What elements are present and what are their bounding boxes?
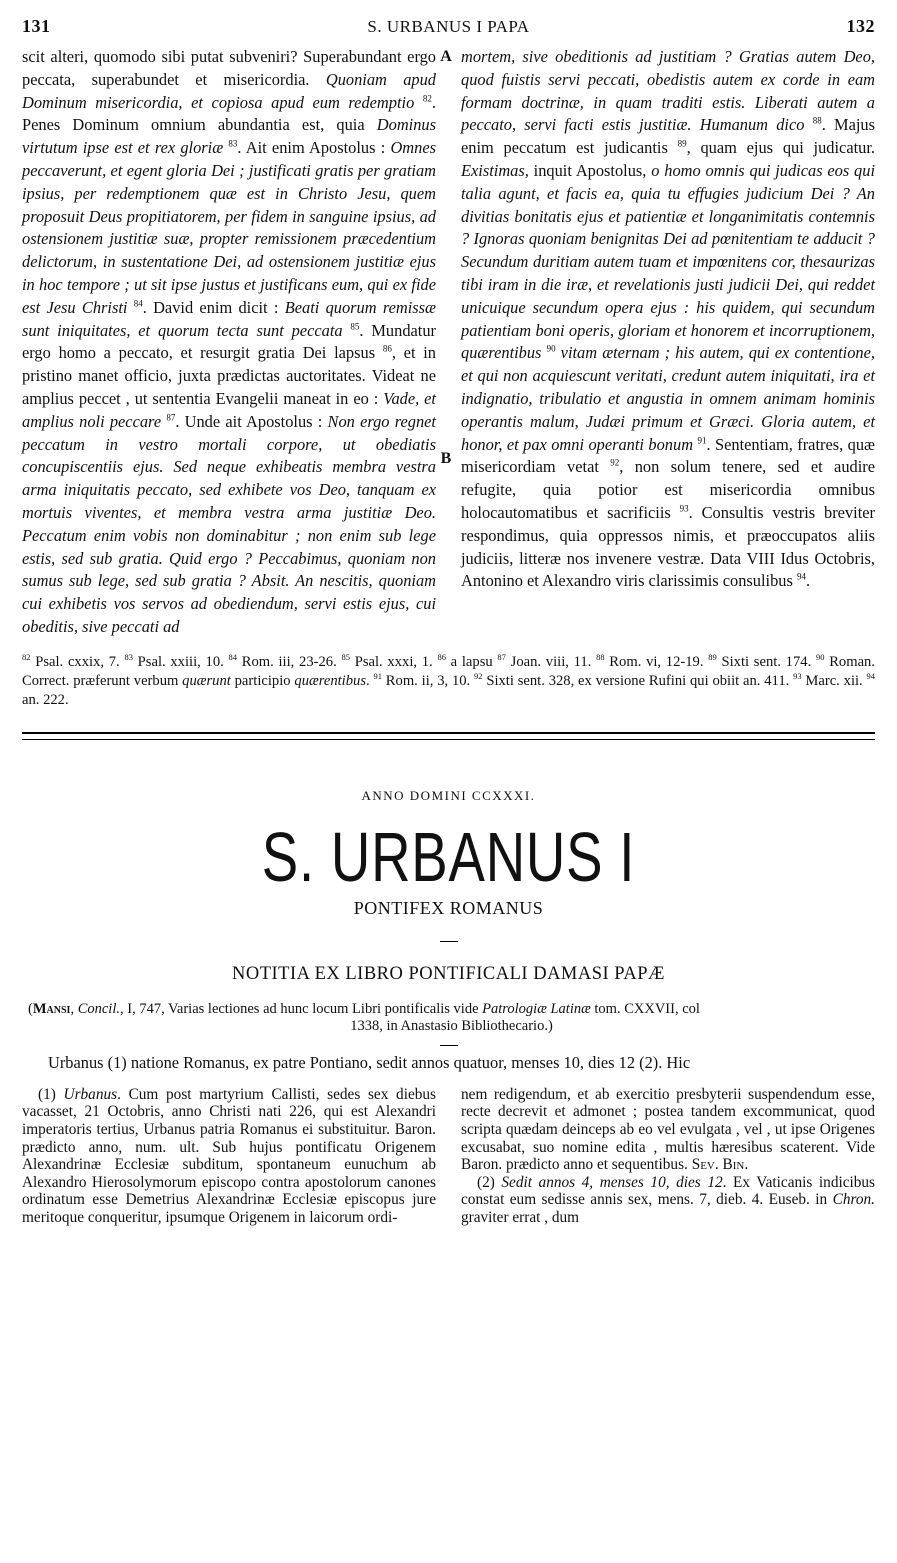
note-2-text: (2) Sedit annos 4, menses 10, dies 12. Ex Vaticanis indicibus constat eum sedisse annis sex, mens. 7, dieb. 4. Euseb. in Chron. graviter errat , dum (461, 1173, 876, 1226)
page-number-right: 132 (846, 16, 875, 36)
pope-title: S. URBANUS I (261, 817, 636, 896)
margin-marker-b: B (440, 450, 452, 467)
right-column-text: mortem, sive obeditionis ad justitiam ? Gratias autem Deo, quod fuistis servi peccati, obedistis autem ex corde in eam formam doctrinæ, in quam traditi estis. Liberati autem a peccato, servi facti estis justitiæ. Humanum dico $^{88}$. Majus enim peccatum est judicantis $^{89}$, quam ejus qui judicatur. Existimas, inquit Apostolus, o homo omnis qui judicas eos qui talia agunt, et facis ea, quia tu effugies judicium Dei ? An divitias bonitatis ejus et patientiæ et longanimitatis contemnis ? Ignoras quoniam benignitas Dei ad pœnitentiam te adducit ? Secundum duritiam autem tuam et impœnitens cor, thesaurizas tibi iram in die iræ, et revelationis justi judicii Dei, qui reddet unicuique secundum opera ejus : his quidem, qui secundum patientiam boni operis, gloriam et honorem et incorruptionem, quærentibus $^{90}$ vitam æternam ; his autem, qui ex contentione, et qui non acquiescunt veritati, credunt autem iniquitati, ira et indignatio, tribulatio et angustia in omnem animam hominis operantis malum, Judæi primum et Græci. Gloria autem, et honor, et pax omni operanti bonum $^{91}$. Sententiam, fratres, quæ misericordiam vetat $^{92}$, non solum tenere, sed et audire refugite, quia potior est misericordia omnibus holocautomatibus et sacrificiis $^{93}$. Consultis vestris breviter respondimus, quia oppressos nimis, et præoccupatos aliis judiciis, litteræ nos invenere vestræ. Data VIII Idus Octobris, Antonino et Alexandro viris clarissimis consulibus $^{94}$. (461, 47, 876, 591)
running-header (22, 16, 875, 42)
note-1-text: (1) Urbanus. Cum post martyrium Callisti, sedes sex diebus vacasset, 21 Octobris, anno Christi nati 226, qui est Alexandri imperatoris tertius, Urbanus patria Romanus ei substituitur. Baron. prædicto anno, num. ult. Sub hujus pontificatu Origenem Alexandrinæ Ecclesiæ subditum, spontaneum eunuchum ab Alexandro Hierosolymorum episcopo contra apostolorum canones ordinatum esse Demetrius Alexandrinæ Ecclesiæ episcopus jure meritoque conqueritur, ipsumque Origenem in laicorum ordi- (22, 1085, 436, 1226)
section-divider-rule (22, 732, 875, 740)
notes-left-column (22, 1086, 436, 1227)
note-1-continuation: nem redigendum, et ab exercitio presbyterii suspendendum esse, recte decrevit et admonet ; postea tandem excommunicat, quod scripta quædam deinceps ab eo vel evulgata , vel , ut ipse Origenes excusabat, suo nomine edita , multis hæresibus scaterent. Vide Baron. prædicto anno et sequentibus. Sev. Bin. (461, 1085, 875, 1174)
short-divider (440, 941, 458, 942)
anno-heading: ANNO DOMINI CCXXXI. (361, 787, 536, 803)
running-title: S. URBANUS I PAPA (367, 17, 530, 36)
opening-line: Urbanus (1) natione Romanus, ex patre Pontiano, sedit annos quatuor, menses 10, dies 12 (2). Hic (48, 1052, 691, 1072)
pope-subtitle: PONTIFEX ROMANUS (353, 897, 544, 918)
footnotes: $^{82}$ Psal. cxxix, 7. $^{83}$ Psal. xxiii, 10. $^{84}$ Rom. iii, 23-26. $^{85}$ Psal. xxxi, 1. $^{86}$ a lapsu $^{87}$ Joan. viii, 11. $^{88}$ Rom. vi, 12-19. $^{89}$ Sixti sent. 174. $^{90}$ Roman. Correct. præferunt verbum quærunt participio quærentibus. $^{91}$ Rom. ii, 3, 10. $^{92}$ Sixti sent. 328, ex versione Rufini qui obiit an. 411. $^{93}$ Marc. xii. $^{94}$ an. 222. (22, 651, 876, 708)
margin-marker-a: A (440, 48, 452, 65)
notes-columns (22, 1086, 875, 1227)
page-number-left: 131 (22, 16, 51, 36)
left-column-text: scit alteri, quomodo sibi putat subveniri? Superabundant ergo peccata, superabundet et misericordia. Quoniam apud Dominum misericordia, et copiosa apud eum redemptio $^{82}$. Penes Dominum omnium abundantia est, quia Dominus virtutum ipse est et rex gloriæ $^{83}$. Ait enim Apostolus : Omnes peccaverunt, et egent gloria Dei ; justificati gratis per gratiam ipsius, per redemptionem quæ est in Christo Jesu, quem proposuit Deus propitiatorem, per fidem in sanguine ipsius, ad ostensionem justitiæ suæ, propter remissionem præcedentium delictorum, in sustentatione Dei, ad ostensionem justitiæ ejus in hoc tempore ; ut sit ipse justus et justificans eum, qui ex fide est Jesu Christi $^{84}$. David enim dicit : Beati quorum remissæ sunt iniquitates, et quorum tecta sunt peccata $^{85}$. Mundatur ergo homo a peccato, et resurgit gratia Dei lapsus $^{86}$, et in pristino manet officio, juxta prædictas auctoritates. Videat ne amplius peccet , ut sententia Evangelii maneat in eo : Vade, et amplius noli peccare $^{87}$. Unde ait Apostolus : Non ergo regnet peccatum in vestro mortali corpore, ut obediatis concupiscentiis ejus. Sed neque exhibeatis membra vestra arma iniquitatis peccato, sed exhibete vos Deo, tanquam ex mortuis viventes, et membra vestra arma justitiæ Deo. Peccatum enim vobis non dominabitur ; non enim sub lege estis, sed sub gratia. Quid ergo ? Peccabimus, quoniam non sumus sub lege, sed sub gratia ? Absit. An nescitis, quoniam cui exhibetis vos servos ad obediendum, servi estis ejus, cui obeditis, sive peccati ad (22, 47, 437, 636)
source-reference: (Mansi, Concil., I, 747, Varias lectiones ad hunc locum Libri pontificalis vide Patrologiæ Latinæ tom. CXXVII, col 1338, in Anastasio Bibliothecario.) (28, 1000, 700, 1034)
notitia-heading: NOTITIA EX LIBRO PONTIFICALI DAMASI PAPÆ (231, 963, 666, 984)
short-divider-2 (440, 1045, 458, 1046)
notes-right-column (461, 1086, 875, 1227)
left-text-column (22, 46, 436, 639)
right-text-column (461, 46, 875, 639)
letter-text-columns (22, 46, 875, 639)
